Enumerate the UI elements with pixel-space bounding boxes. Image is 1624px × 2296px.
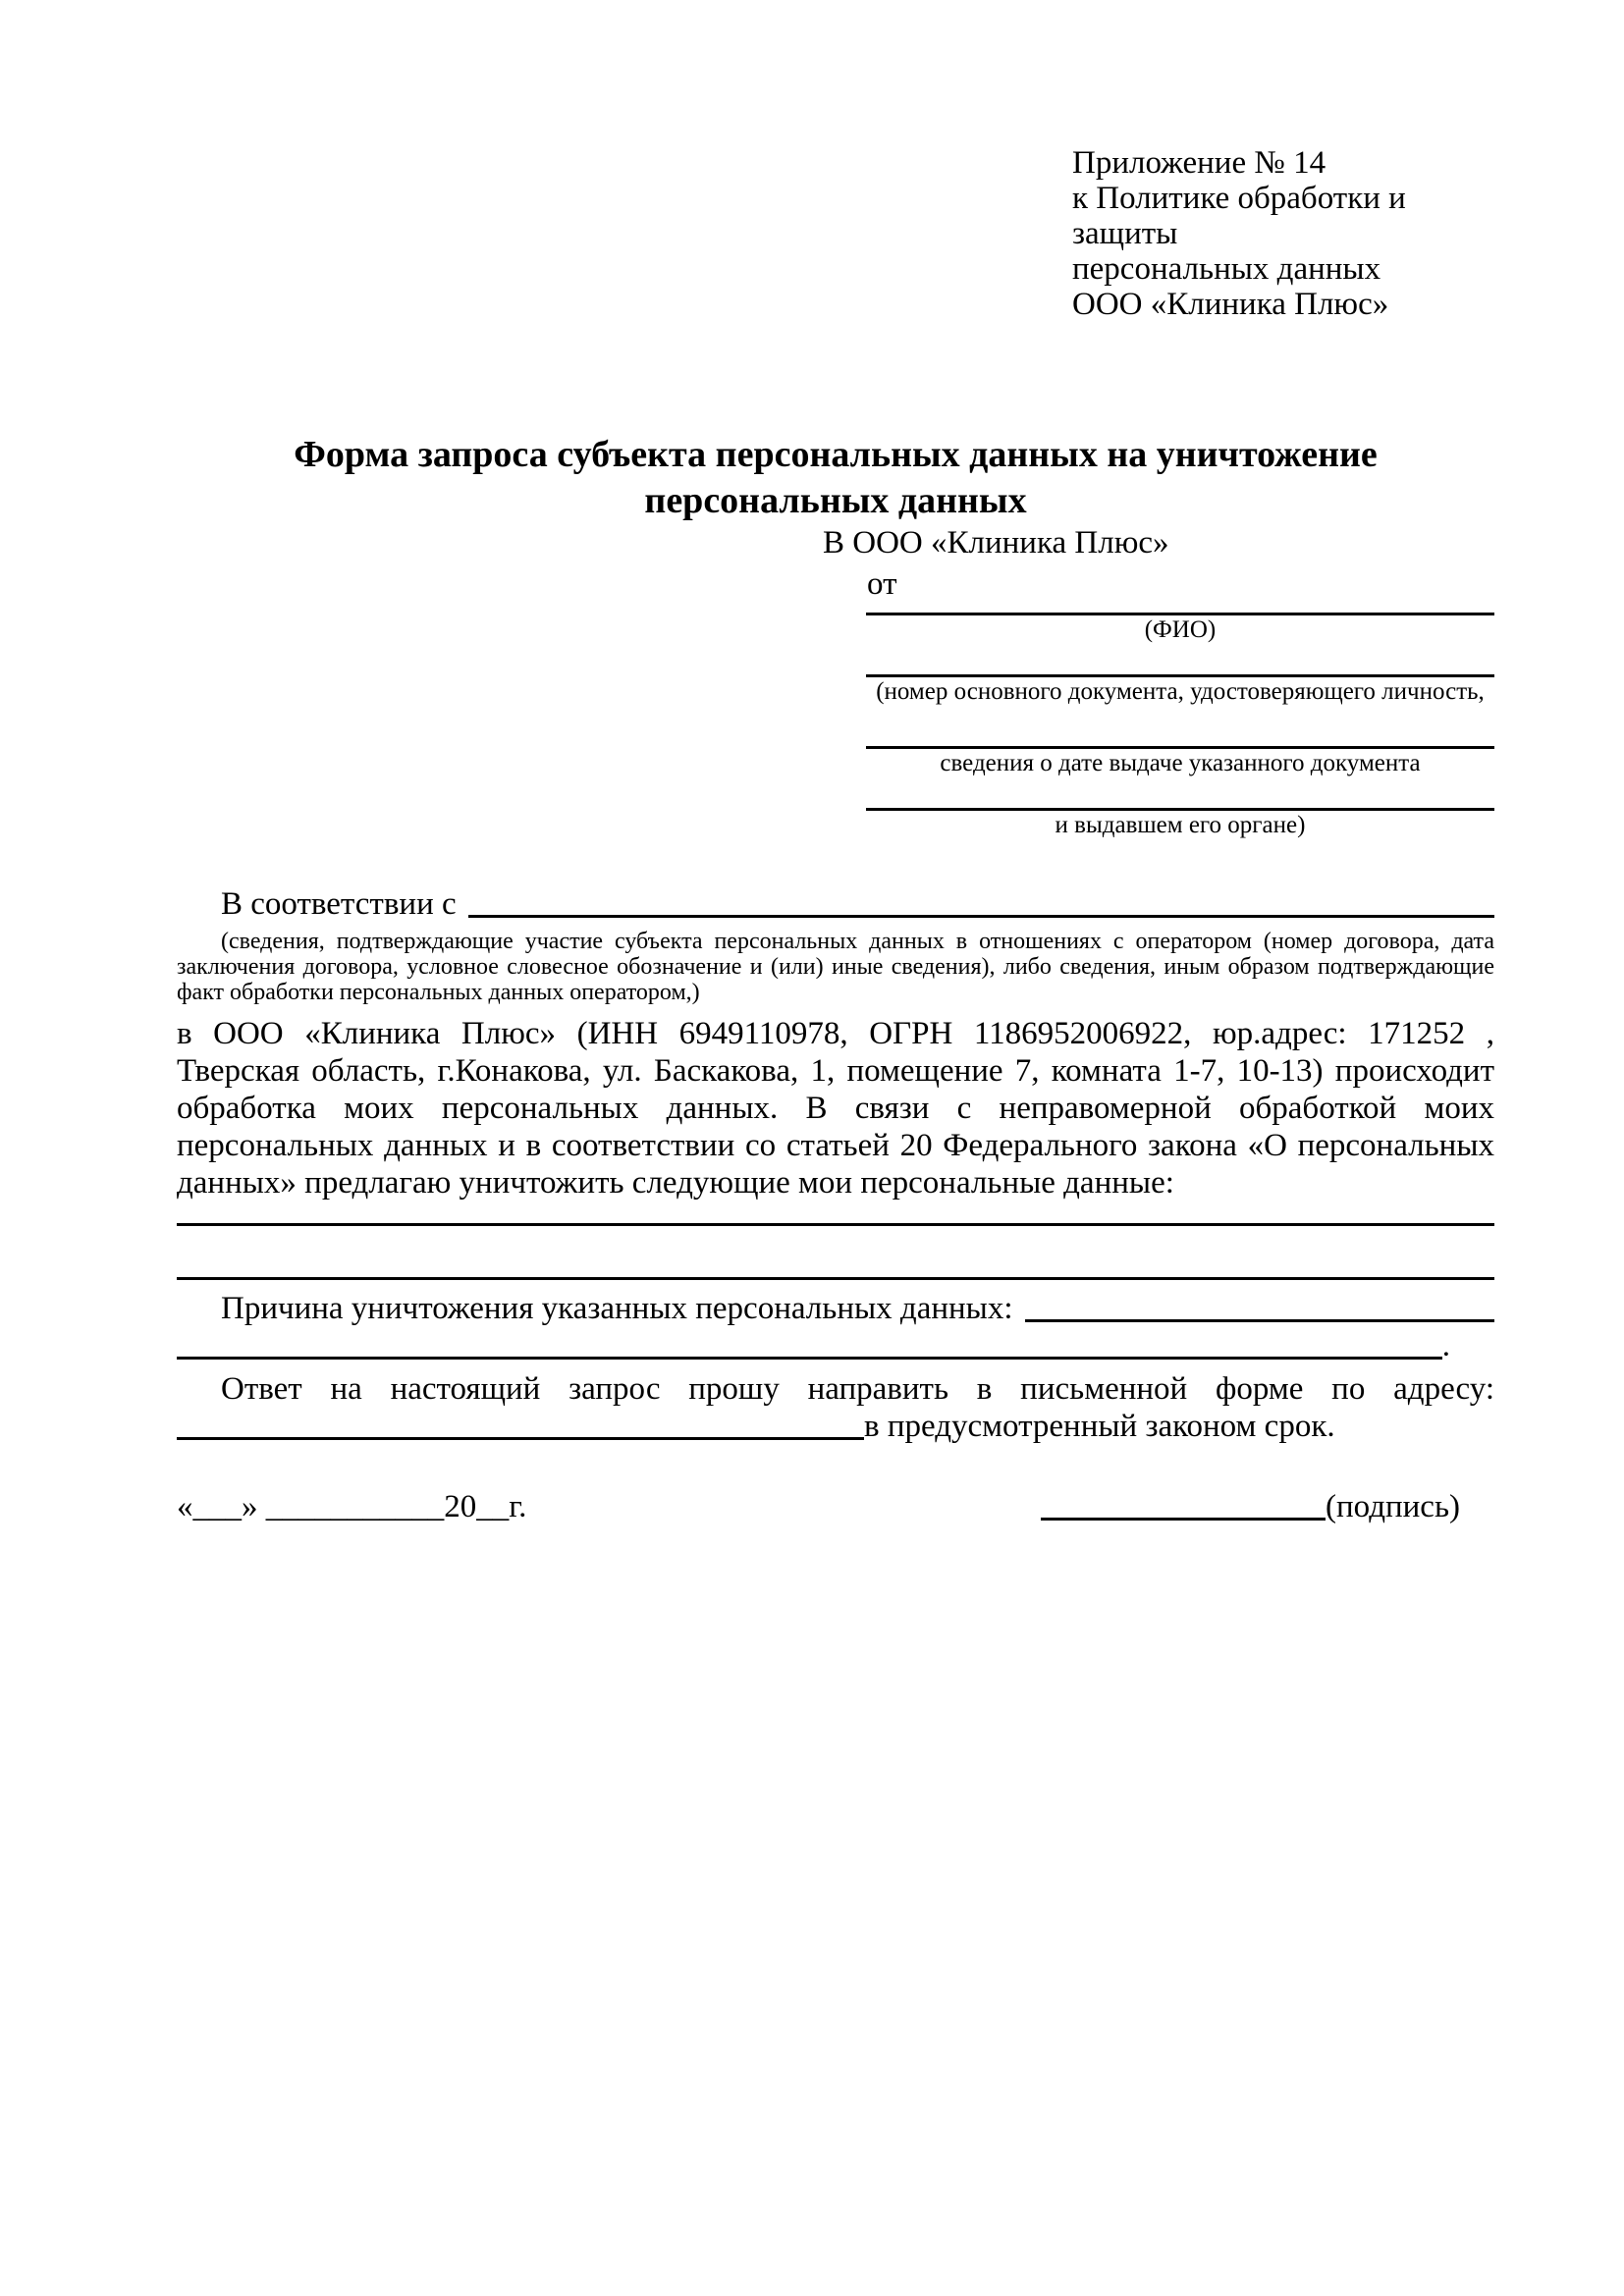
reason-blank-line-2 [177, 1357, 1442, 1360]
signature-blank-line [1041, 1518, 1326, 1521]
appendix-line-3: персональных данных [1072, 251, 1381, 287]
appendix-line-1: Приложение № 14 [1072, 145, 1326, 181]
answer-tail: в предусмотренный законом срок. [864, 1409, 1335, 1444]
date-signature-row [177, 1488, 1494, 1525]
reason-label: Причина уничтожения указанных персональных данных: [221, 1291, 1013, 1326]
identity-document-caption: (номер основного документа, удостоверяющего личность, [876, 678, 1485, 705]
accordance-blank-line [468, 915, 1494, 918]
appendix-line-4: ООО «Клиника Плюс» [1072, 287, 1389, 322]
reason-blank-line-1 [1025, 1319, 1494, 1322]
fio-blank-line [866, 603, 1494, 615]
fio-caption: (ФИО) [1144, 616, 1217, 643]
signature-caption: (подпись) [1326, 1489, 1460, 1524]
issuer-caption: и выдавшем его органе) [1055, 812, 1306, 838]
identity-document-blank-line [866, 665, 1494, 677]
issuer-blank-line [866, 798, 1494, 811]
appendix-line-2: к Политике обработки и защиты [1072, 181, 1406, 251]
accordance-row [177, 885, 1494, 923]
page-title-line-1: Форма запроса субъекта персональных данных на уничтожение [294, 434, 1378, 475]
page-title-line-2: персональных данных [644, 480, 1027, 521]
issue-date-blank-line [866, 736, 1494, 749]
personal-data-blank-line-2 [177, 1226, 1494, 1280]
reason-continuation-row [177, 1327, 1494, 1364]
accordance-lead: В соответствии с [221, 886, 457, 922]
personal-data-blank-line-1 [177, 1201, 1494, 1226]
page-title [177, 432, 1494, 524]
from-label: от [867, 566, 897, 602]
appendix-block [1072, 145, 1494, 322]
answer-sentence: Ответ на настоящий запрос прошу направить в письменной форме по адресу: [221, 1371, 1494, 1407]
reason-row [177, 1290, 1494, 1327]
address-blank-line [177, 1437, 864, 1440]
body-paragraph: в ООО «Клиника Плюс» (ИНН 6949110978, ОГРН 1186952006922, юр.адрес: 171252 , Тверская область, г.Конакова, ул. Баскакова, 1, помещение 7, комната 1-7, 10-13) происходит обработка моих персональных данных. В связи с неправомерной обработкой моих персональных данных и в соответствии со статьей 20 Федерального закона «О персональных данных» предлагаю уничтожить следующие мои персональные данные: [177, 1016, 1494, 1201]
issue-date-field [866, 736, 1494, 778]
addressee-line: В ООО «Клиника Плюс» [823, 525, 1169, 561]
identity-document-field [866, 665, 1494, 707]
issue-date-caption: сведения о дате выдаче указанного документа [940, 750, 1421, 776]
issuer-field [866, 798, 1494, 840]
accordance-note: (сведения, подтверждающие участие субъекта персональных данных в отношениях с оператором (номер договора, дата заключения договора, условное словесное обозначение и (или) иные сведения), либо сведения, иным образом подтверждающие факт обработки персональных данных оператором,) [177, 929, 1494, 1005]
date-placeholder: «___» ___________20__г. [177, 1489, 527, 1524]
fio-field [866, 603, 1494, 645]
answer-address-row [177, 1408, 1494, 1445]
reason-period: . [1441, 1328, 1450, 1363]
signature-block [1041, 1488, 1460, 1525]
